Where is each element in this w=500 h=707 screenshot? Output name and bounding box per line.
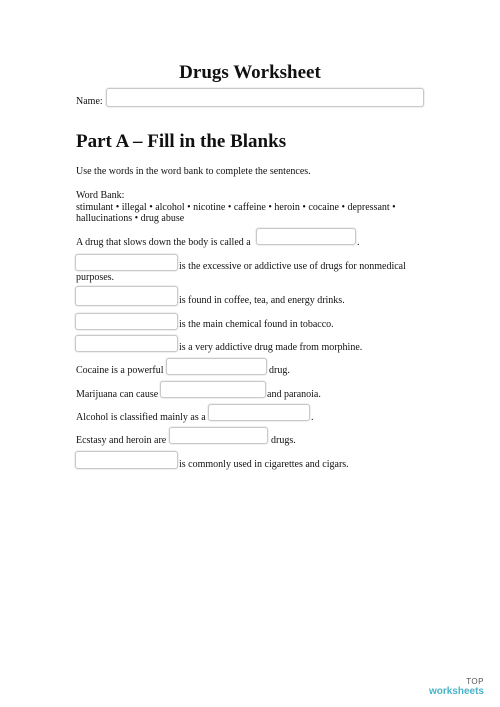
question-8-blank[interactable] — [208, 404, 310, 421]
question-5-blank[interactable] — [75, 335, 178, 352]
instructions: Use the words in the word bank to complete the sentences. — [76, 166, 311, 177]
question-9-text: Ecstasy and heroin are — [76, 435, 167, 446]
question-3-text: is found in coffee, tea, and energy drinks. — [179, 295, 345, 306]
question-6-end: drug. — [269, 365, 290, 376]
question-6-text: Cocaine is a powerful — [76, 365, 164, 376]
worksheet-title: Drugs Worksheet — [179, 62, 321, 83]
word-bank-label: Word Bank: — [76, 190, 125, 201]
name-input[interactable] — [106, 88, 424, 107]
question-1-text: A drug that slows down the body is called a — [76, 237, 251, 248]
question-2-continued: purposes. — [76, 272, 115, 283]
word-bank-line-2: hallucinations • drug abuse — [76, 213, 185, 224]
question-7-end: and paranoia. — [267, 389, 321, 400]
question-4-blank[interactable] — [75, 313, 178, 330]
brand-worksheets: worksheets — [428, 686, 484, 697]
question-5-text: is a very addictive drug made from morphine. — [179, 342, 363, 353]
question-8-end: . — [311, 412, 314, 423]
brand-logo — [429, 677, 484, 697]
question-7-text: Marijuana can cause — [76, 389, 159, 400]
question-10-text: is commonly used in cigarettes and cigars. — [179, 459, 349, 470]
question-9-end: drugs. — [271, 435, 296, 446]
brand-top: TOP — [466, 677, 484, 686]
question-1-end: . — [357, 237, 360, 248]
question-4-text: is the main chemical found in tobacco. — [179, 319, 334, 330]
question-3-blank[interactable] — [75, 286, 178, 306]
question-2-blank[interactable] — [75, 254, 178, 271]
name-label: Name: — [76, 96, 103, 107]
question-8-text: Alcohol is classified mainly as a — [76, 412, 206, 423]
question-6-blank[interactable] — [166, 358, 267, 375]
question-1-blank[interactable] — [256, 228, 356, 245]
question-9-blank[interactable] — [169, 427, 268, 444]
word-bank-line-1: stimulant • illegal • alcohol • nicotine • caffeine • heroin • cocaine • depressant • — [76, 202, 396, 213]
question-2-text: is the excessive or addictive use of drugs for nonmedical — [179, 261, 406, 272]
question-10-blank[interactable] — [75, 451, 178, 469]
section-title: Part A – Fill in the Blanks — [76, 131, 287, 152]
question-7-blank[interactable] — [160, 381, 266, 398]
